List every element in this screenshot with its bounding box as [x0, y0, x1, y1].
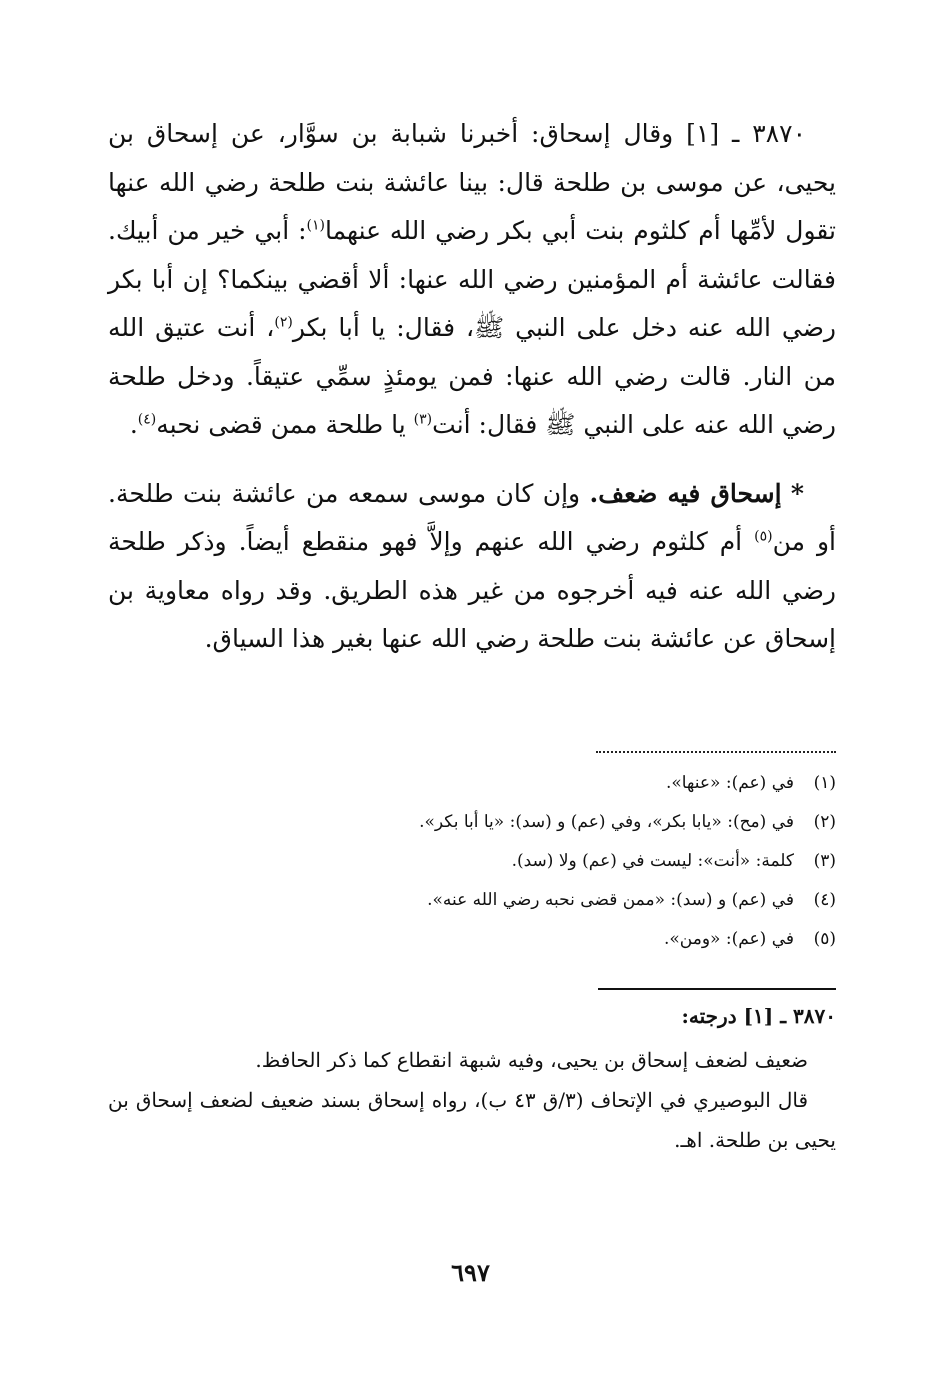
- hadith-text-5: .: [129, 410, 138, 439]
- commentary-text-1: وإن كان موسى سمعه من عائشة بنت طلحة. أو من: [108, 478, 836, 556]
- footnote-text: في (عم): «ومن».: [663, 929, 794, 949]
- commentary-marker: *: [790, 478, 804, 508]
- footnote-number: (٢): [813, 812, 836, 832]
- footnote-dotted-separator: [596, 741, 836, 753]
- grade-line-2: قال البوصيري في الإتحاف (٣/ق ٤٣ ب)، رواه إسحاق بسند ضعيف لضعف إسحاق بن يحيى بن طلحة. اهـ.: [108, 1088, 836, 1152]
- footnote-text: في (مح): «يابا بكر»، وفي (عم) و (سد): «يا أبا بكر».: [419, 812, 794, 832]
- footnote-item: [300, 803, 836, 842]
- hadith-text-4: يا طلحة ممن قضى نحبه: [156, 410, 414, 439]
- hadith-text-3: ، أنت عتيق الله من النار. قالت رضي الله عنها: فمن يومئذٍ سمِّي عتيقاً. ودخل طلحة رضي الله عنه على النبي ﷺ فقال: أنت: [108, 313, 836, 439]
- footnote-ref-3: (٣): [413, 411, 433, 428]
- hadith-paragraph: [108, 110, 836, 450]
- hadith-text-1: وقال إسحاق: أخبرنا شبابة بن سوَّار، عن إسحاق بن يحيى، عن موسى بن طلحة قال: بينا عائشة بنت طلحة رضي الله عنها تقول لأمِّها أم كلثوم بنت أبي بكر رضي الله عنهما: [108, 119, 836, 245]
- footnote-item: [300, 881, 836, 920]
- footnote-text: كلمة: «أنت»: ليست في (عم) ولا (سد).: [511, 851, 794, 871]
- footnote-ref-1: (١): [306, 217, 325, 234]
- footnote-text: في (عم) و (سد): «ممن قضى نحبه رضي الله عنه».: [427, 890, 794, 910]
- footnote-item: [300, 920, 836, 959]
- hadith-text-2: : أبي خير من أبيك. فقالت عائشة أم المؤمنين رضي الله عنها: ألا أقضي بينكما؟ إن أبا بكر رضي الله عنه دخل على النبي ﷺ، فقال: يا أبا بكر: [108, 216, 836, 342]
- hadith-number: ٣٨٧٠ ـ [١]: [686, 119, 806, 148]
- grade-separator-line: [598, 988, 836, 990]
- footnote-number: (٣): [813, 851, 836, 871]
- commentary-text-2: أم كلثوم رضي الله عنهم وإلاَّ فهو منقطع أيضاً. وذكر طلحة رضي الله عنه فيه أخرجوه من غير هذه الطريق. وقد رواه معاوية بن إسحاق عن عائشة بنت طلحة رضي الله عنها بغير هذا السياق.: [108, 527, 836, 653]
- commentary-bold-text: إسحاق فيه ضعف.: [589, 478, 782, 508]
- footnote-text: في (عم): «عنها».: [665, 773, 794, 793]
- main-text-block: [108, 110, 836, 664]
- footnote-item: [300, 842, 836, 881]
- footnote-item: [300, 764, 836, 803]
- footnote-ref-2: (٢): [274, 314, 293, 331]
- footnote-number: (١): [813, 773, 836, 793]
- page-number: ٦٩٧: [451, 1258, 490, 1287]
- footnote-number: (٤): [813, 890, 836, 910]
- footnote-ref-4: (٤): [137, 411, 157, 428]
- footnote-ref-5: (٥): [754, 528, 773, 545]
- grade-title: ٣٨٧٠ ـ [١] درجته:: [681, 1004, 836, 1028]
- grade-section: [108, 996, 836, 1160]
- footnote-number: (٥): [813, 929, 836, 949]
- grade-line-1: ضعيف لضعف إسحاق بن يحيى، وفيه شبهة انقطاع كما ذكر الحافظ.: [255, 1048, 808, 1072]
- commentary-paragraph: [108, 470, 836, 664]
- footnotes-list: [300, 764, 836, 959]
